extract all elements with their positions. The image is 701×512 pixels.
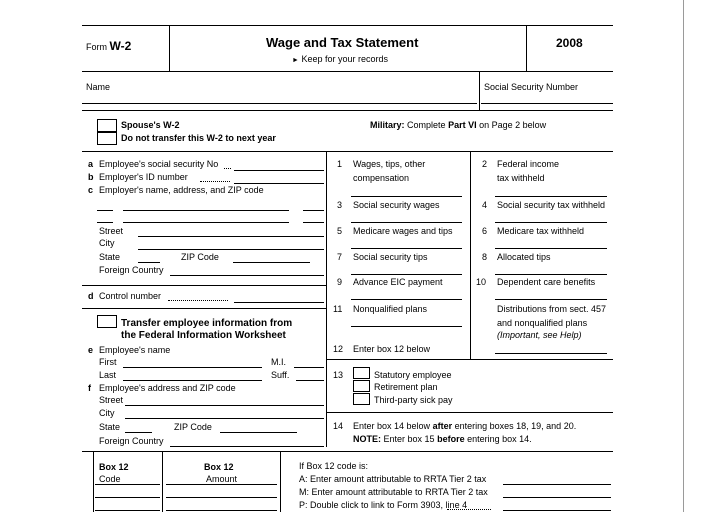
form-prefix: Form (86, 42, 107, 52)
field-c-letter: c (88, 185, 94, 195)
suffix-field[interactable] (296, 380, 324, 381)
box12-instruction-m: M: Enter amount attributable to RRTA Tier 2 tax (299, 487, 488, 497)
box14-note (353, 434, 532, 445)
field-b-leader (200, 181, 230, 182)
box12-instruction-a: A: Enter amount attributable to RRTA Tier 2 tax (299, 474, 487, 484)
employer-name-line1-a[interactable] (97, 210, 113, 211)
box5-field[interactable] (351, 248, 462, 249)
first-name-field[interactable] (123, 367, 262, 368)
box12-table-left-edge (93, 451, 94, 512)
box3-number: 3 (337, 200, 343, 210)
employee-ssn-field[interactable] (234, 170, 324, 171)
employer-name-line2-b[interactable] (123, 222, 289, 223)
third-party-sick-pay-checkbox[interactable] (353, 393, 370, 405)
subtitle-text: Keep for your records (301, 54, 388, 64)
field-e-letter: e (88, 345, 94, 355)
box10-number: 10 (476, 277, 487, 287)
box12-code-row1[interactable] (95, 484, 160, 485)
box2-label-line2: tax withheld (497, 173, 545, 183)
form-label (86, 41, 131, 53)
header-divider-left (169, 25, 170, 71)
employee-country-field[interactable] (170, 446, 324, 447)
box12-amount-row1[interactable] (166, 484, 277, 485)
third-party-sick-pay-label: Third-party sick pay (374, 395, 453, 405)
control-number-field[interactable] (234, 302, 324, 303)
last-name-field[interactable] (123, 380, 262, 381)
transfer-line2: the Federal Information Worksheet (121, 330, 286, 341)
rrta-a-field[interactable] (503, 484, 611, 485)
employee-state-label: State (99, 422, 121, 432)
field-a-label: Employee's social security No (99, 159, 219, 169)
box8-label: Allocated tips (497, 252, 551, 262)
box1-label-line2: compensation (353, 173, 410, 183)
box4-number: 4 (482, 200, 488, 210)
box5-label: Medicare wages and tips (353, 226, 453, 236)
name-section-rule (82, 110, 613, 111)
box14-note-d: entering box 14. (467, 434, 532, 444)
employer-country-label: Foreign Country (99, 265, 164, 275)
box4-field[interactable] (495, 222, 607, 223)
box4-label: Social security tax withheld (497, 200, 606, 210)
distributions-line1: Distributions from sect. 457 (497, 304, 607, 314)
box12-code-title: Box 12 (99, 462, 129, 472)
box12-table-col-divider (162, 451, 163, 512)
employee-city-label: City (99, 408, 115, 418)
ssn-field[interactable] (481, 103, 613, 104)
box8-field[interactable] (495, 274, 607, 275)
employer-country-field[interactable] (170, 275, 324, 276)
box6-number: 6 (482, 226, 488, 236)
field-b-letter: b (88, 172, 94, 182)
employer-state-field[interactable] (138, 262, 160, 263)
field-b-label: Employer's ID number (99, 172, 188, 182)
military-part: Part VI (448, 120, 477, 130)
employee-country-label: Foreign Country (99, 436, 164, 446)
box1-field[interactable] (351, 196, 462, 197)
box10-label: Dependent care benefits (497, 277, 596, 287)
box12-label: Enter box 12 below (353, 344, 431, 354)
transfer-checkbox[interactable] (97, 315, 117, 328)
box12-instruction-p (299, 500, 467, 511)
col-divider-main (326, 151, 327, 447)
box14-instruction-a: Enter box 14 below (353, 421, 431, 431)
box9-number: 9 (337, 277, 343, 287)
retirement-plan-label: Retirement plan (374, 382, 438, 392)
employer-name-line2-a[interactable] (97, 222, 113, 223)
employer-city-field[interactable] (138, 249, 324, 250)
field-d-label: Control number (99, 291, 162, 301)
box11-number: 11 (333, 304, 343, 314)
employer-zip-label: ZIP Code (181, 252, 219, 262)
ssn-label: Social Security Number (484, 82, 579, 92)
mi-field[interactable] (294, 367, 324, 368)
employer-zip-field[interactable] (233, 262, 310, 263)
box3-label: Social security wages (353, 200, 440, 210)
employee-street-label: Street (99, 395, 124, 405)
box8-number: 8 (482, 252, 488, 262)
box12-number: 12 (333, 344, 344, 354)
field-d-leader (168, 300, 228, 301)
box7-label: Social security tips (353, 252, 428, 262)
employee-street-field[interactable] (125, 405, 324, 406)
box2-field[interactable] (495, 196, 607, 197)
distributions-field[interactable] (495, 353, 607, 354)
field-a-leader (224, 168, 231, 169)
field-d-letter: d (88, 291, 94, 301)
employer-name-line1-b[interactable] (123, 210, 289, 211)
box5-number: 5 (337, 226, 343, 236)
employee-zip-label: ZIP Code (174, 422, 212, 432)
field-e-label: Employee's name (99, 345, 171, 355)
distributions-line2: and nonqualified plans (497, 318, 588, 328)
employee-state-field[interactable] (125, 432, 152, 433)
box12-instruction-p-text: P: Double click to link to Form 3903, line 4 (299, 500, 468, 510)
control-section-rule (82, 308, 326, 309)
military-suffix: on Page 2 below (479, 120, 547, 130)
box12-code-row2[interactable] (95, 497, 160, 498)
box12-code-subtitle: Code (99, 474, 121, 484)
statutory-employee-label: Statutory employee (374, 370, 452, 380)
box6-field[interactable] (495, 248, 607, 249)
field-f-letter: f (88, 383, 91, 393)
box12-amount-title: Box 12 (204, 462, 234, 472)
employer-id-field[interactable] (234, 183, 324, 184)
header-top-rule (82, 25, 613, 26)
box9-field[interactable] (351, 299, 462, 300)
field-a-letter: a (88, 159, 94, 169)
header-bottom-rule (82, 71, 613, 72)
window-right-margin (684, 0, 701, 512)
box13-section-rule (326, 412, 613, 413)
options-rule (82, 151, 613, 152)
box12-instructions-title: If Box 12 code is: (299, 461, 369, 471)
suffix-label: Suff. (271, 370, 290, 380)
box13-number: 13 (333, 370, 344, 380)
field-f-label: Employee's address and ZIP code (99, 383, 236, 393)
distributions-line3: (Important, see Help) (497, 330, 582, 340)
page-title: Wage and Tax Statement (266, 35, 419, 50)
box12-section-rule (326, 359, 613, 360)
name-field[interactable] (82, 103, 477, 104)
box1-number: 1 (337, 159, 343, 169)
box10-field[interactable] (495, 299, 607, 300)
form-name: W-2 (109, 39, 132, 53)
military-text: Complete (407, 120, 446, 130)
tax-year: 2008 (556, 36, 583, 50)
form-3903-field[interactable] (503, 510, 611, 511)
box3-field[interactable] (351, 222, 462, 223)
employer-state-label: State (99, 252, 121, 262)
box14-note-c: before (437, 434, 465, 444)
box2-number: 2 (482, 159, 488, 169)
field-c-label: Employer's name, address, and ZIP code (99, 185, 264, 195)
name-label: Name (86, 82, 111, 92)
box14-number: 14 (333, 421, 344, 431)
employer-name-line1-c[interactable] (303, 210, 324, 211)
box14-note-b: Enter box 15 (383, 434, 435, 444)
box14-instruction (353, 421, 576, 432)
spouse-label: Spouse's W-2 (121, 120, 180, 130)
transfer-line1: Transfer employee information from (121, 318, 293, 329)
box2-label-line1: Federal income (497, 159, 560, 169)
box14-instruction-c: entering boxes 18, 19, and 20. (454, 421, 577, 431)
box6-label: Medicare tax withheld (497, 226, 585, 236)
box12-instruction-p-leader (447, 509, 491, 510)
box11-label: Nonqualified plans (353, 304, 428, 314)
box12-code-row3[interactable] (95, 510, 160, 511)
name-ssn-divider (479, 71, 480, 110)
box12-table-right-edge (280, 451, 281, 512)
box7-field[interactable] (351, 274, 462, 275)
employer-street-field[interactable] (138, 236, 324, 237)
retirement-plan-checkbox[interactable] (353, 380, 370, 392)
no-transfer-label: Do not transfer this W-2 to next year (121, 133, 276, 143)
employer-street-label: Street (99, 226, 124, 236)
military-prefix: Military: (370, 120, 405, 130)
no-transfer-checkbox[interactable] (97, 132, 117, 145)
arrow-right-icon: ► (292, 57, 299, 64)
box9-label: Advance EIC payment (353, 277, 443, 287)
box12-amount-subtitle: Amount (206, 474, 238, 484)
employee-zip-field[interactable] (220, 432, 297, 433)
employer-section-rule (82, 285, 326, 286)
spouse-checkbox[interactable] (97, 119, 117, 132)
employer-city-label: City (99, 238, 115, 248)
box14-instruction-b: after (432, 421, 453, 431)
mi-label: M.I. (271, 357, 286, 367)
last-name-label: Last (99, 370, 117, 380)
box11-field[interactable] (351, 326, 462, 327)
first-name-label: First (99, 357, 117, 367)
box1-label-line1: Wages, tips, other (353, 159, 426, 169)
box12-amount-row3[interactable] (166, 510, 277, 511)
statutory-employee-checkbox[interactable] (353, 367, 370, 379)
employee-city-field[interactable] (125, 418, 324, 419)
page-subtitle (292, 54, 388, 66)
rrta-m-field[interactable] (503, 497, 611, 498)
employer-name-line2-c[interactable] (303, 222, 324, 223)
col-divider-right (470, 151, 471, 359)
box7-number: 7 (337, 252, 343, 262)
military-note (370, 120, 546, 131)
box12-amount-row2[interactable] (166, 497, 277, 498)
header-divider-right (526, 25, 527, 71)
box14-note-a: NOTE: (353, 434, 381, 444)
